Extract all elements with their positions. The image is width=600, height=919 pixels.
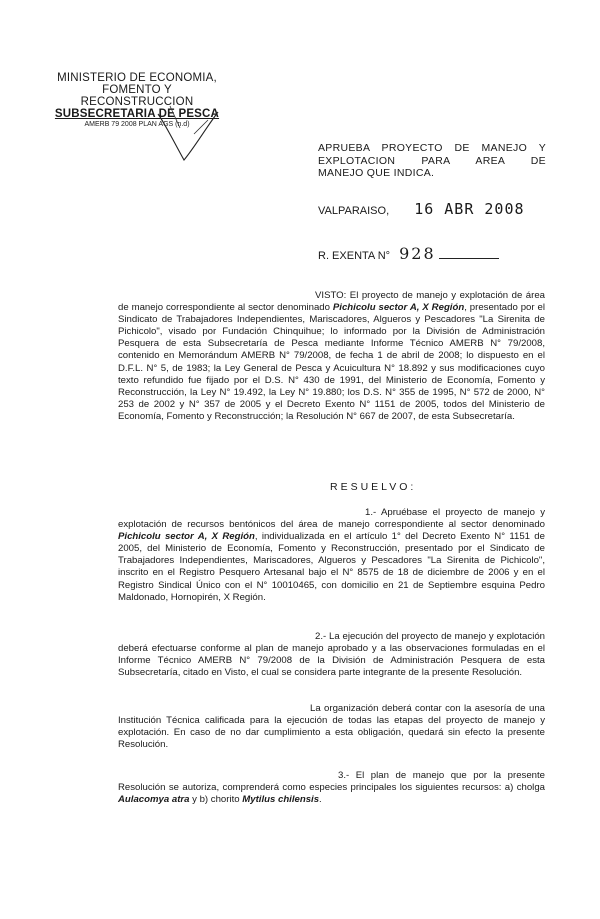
item-1-paragraph xyxy=(118,507,545,604)
exenta-line xyxy=(318,244,499,263)
species-2: Mytilus chilensis xyxy=(242,794,320,806)
exenta-number: 928 xyxy=(399,244,436,263)
ministry-line-2: FOMENTO Y RECONSTRUCCION xyxy=(80,84,194,108)
date-stamp: 16 ABR 2008 xyxy=(414,200,525,218)
item-1-rest: , individualizada en el artículo 1° del Decreto Exento N° 1151 de 2005, del Ministerio de Economía, Fomento y Reconstrucción, presentado por el Sindicato de Trabajadores Independientes, Mariscadores, Algueros y Pescadores "La Sirenita de Pichicolo", inscrito en el Registro Pesquero Artesanal bajo el N° 8575 de 18 de diciembre de 2006 y en el Registro Sindical Único con el N° 10010465, con domicilio en 21 de Septiembre esquina Pedro Maldonado, Hornopirén, X Región. xyxy=(118,531,545,603)
item-3-paragraph xyxy=(118,770,545,806)
item-3-end: . xyxy=(319,794,322,806)
city-label: VALPARAISO, xyxy=(318,205,390,217)
species-1: Aulacomya atra xyxy=(118,794,190,806)
exenta-label: R. EXENTA N° xyxy=(318,250,391,262)
item-2-text: 2.- La ejecución del proyecto de manejo y explotación deberá efectuarse conforme al plan de manejo aprobado y a las observaciones formuladas en el Informe Técnico AMERB N° 79/2008 de la División de Administración Pesquera de esta Subsecretaría, citado en Visto, el cual se considera parte integrante de la presente Resolución. xyxy=(118,631,545,679)
title-line-2: EXPLOTACION PARA AREA DE xyxy=(318,154,546,167)
title-line-3: MANEJO QUE INDICA. xyxy=(318,167,435,179)
signature-mark xyxy=(150,100,230,180)
item-3-lead: 3.- El plan de manejo que por la presente Resolución se autoriza, comprenderá como especies principales los siguientes recursos: a) cholga xyxy=(118,770,545,794)
resolution-title xyxy=(318,142,546,180)
document-reference: AMERB 79 2008 PLAN AGS (n.d) xyxy=(84,121,190,128)
visto-lead: VISTO: xyxy=(315,290,347,301)
title-line-1: APRUEBA PROYECTO DE MANEJO Y xyxy=(318,142,546,154)
subsecretaria-label: SUBSECRETARIA DE PESCA xyxy=(54,108,220,120)
visto-text-2: , presentado por el Sindicato de Trabajadores Independientes, Mariscadores, Algueros y Pescadores "La Sirenita de Pichicolo", visado por Fundación Chinquihue; lo informado por la División de Administración Pesquera de esta Subsecretaría de Pesca mediante Informe Técnico AMERB N° 79/2008, contenido en Memorándum AMERB N° 79/2008, de fecha 1 de abril de 2008; lo dispuesto en el D.F.L. N° 5, de 1983; la Ley General de Pesca y Acuicultura N° 18.892 y sus modificaciones cuyo texto refundido fue fijado por el D.S. N° 430 de 1991, del Ministerio de Economía, Fomento y Reconstrucción, la Ley N° 19.492, la Ley N° 19.880; los D.S. N° 355 de 1995, N° 572 de 2000, N° 253 de 2002 y N° 357 de 2005 y el Decreto Exento N° 1151 de 2005, todos del Ministerio de Economía, Fomento y Reconstrucción; la Resolución N° 667 de 2007, de esta Subsecretaría. xyxy=(118,302,545,422)
visto-text-1: El proyecto de manejo y explotación de área de manejo correspondiente al sector denominado xyxy=(118,290,546,314)
visto-sector: Pichicolu sector A, X Región xyxy=(332,302,465,314)
date-line xyxy=(318,200,525,218)
ministry-line-1: MINISTERIO DE ECONOMIA, xyxy=(57,72,217,84)
item-1-lead: 1.- Apruébase el proyecto de manejo y explotación de recursos bentónicos del área de manejo correspondiente al sector denominado xyxy=(118,507,545,531)
item-2b-paragraph xyxy=(118,703,545,751)
item-2-paragraph xyxy=(118,631,545,679)
visto-paragraph xyxy=(118,290,545,423)
item-3-mid: y b) chorito xyxy=(192,794,240,806)
item-1-sector: Pichicolu sector A, X Región xyxy=(118,531,255,543)
resuelvo-heading: RESUELVO: xyxy=(330,481,417,493)
item-2b-text: La organización deberá contar con la asesoría de una Institución Técnica calificada para la ejecución de todas las etapas del proyecto de manejo y explotación. En caso de no dar cumplimiento a esta obligación, quedará sin efecto la presente Resolución. xyxy=(118,703,545,751)
exenta-underline xyxy=(439,258,499,259)
